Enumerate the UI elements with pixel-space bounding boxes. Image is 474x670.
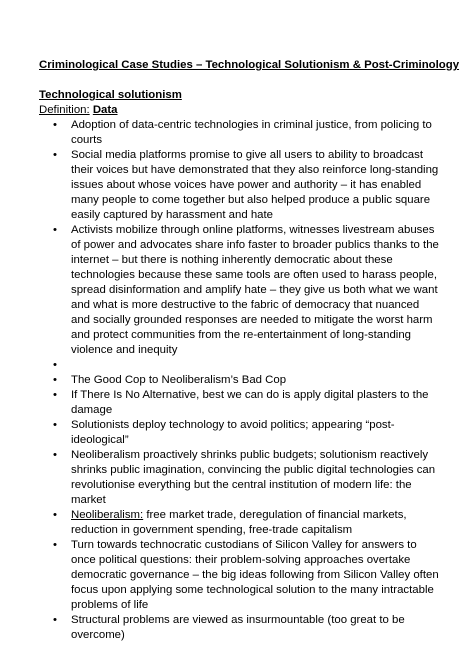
list-item	[39, 613, 439, 643]
list-item	[39, 358, 439, 373]
list-item	[39, 418, 439, 448]
bullet-icon: •	[53, 149, 57, 161]
bullet-icon: •	[53, 539, 57, 551]
bullet-icon: •	[53, 389, 57, 401]
definition-line	[39, 103, 439, 118]
bullet-icon: •	[53, 224, 57, 236]
bullet-text: If There Is No Alternative, best we can do is apply digital plasters to the damage	[71, 389, 429, 416]
bullet-text: Structural problems are viewed as insurmountable (too great to be overcome)	[71, 614, 405, 641]
list-item	[39, 148, 439, 223]
bullet-icon: •	[53, 614, 57, 626]
list-item	[39, 118, 439, 148]
document-title: Criminological Case Studies – Technological Solutionism & Post-Criminology	[39, 59, 460, 71]
blank-line	[39, 73, 439, 88]
list-item	[39, 448, 439, 508]
section-heading: Technological solutionism	[39, 89, 182, 101]
bullet-text: Turn towards technocratic custodians of Silicon Valley for answers to once political questions: their problem-solving approaches overtake democratic governance – the big ideas following from Silicon Valley often focus upon applying some technological solution to the many intractable problems of life	[71, 539, 439, 611]
bullet-icon: •	[53, 419, 57, 431]
list-item	[39, 508, 439, 538]
bullet-term: Neoliberalism:	[71, 509, 144, 521]
list-item	[39, 538, 439, 613]
bullet-icon: •	[53, 509, 57, 521]
bullet-text: free market trade, deregulation of financial markets, reduction in government spending, free-trade capitalism	[71, 509, 407, 536]
bullet-icon: •	[53, 374, 57, 386]
list-item	[39, 373, 439, 388]
list-item	[39, 388, 439, 418]
definition-label: Definition:	[39, 104, 90, 116]
bullet-text: Solutionists deploy technology to avoid politics; appearing “post-ideological”	[71, 419, 395, 446]
bullet-text: Neoliberalism proactively shrinks public budgets; solutionism reactively shrinks public imagination, convincing the public digital technologies can revolutionise everything but the central institution of modern life: the market	[71, 449, 436, 506]
bullet-list	[39, 118, 439, 643]
bullet-icon: •	[53, 449, 57, 461]
bullet-text: The Good Cop to Neoliberalism’s Bad Cop	[71, 374, 287, 386]
bullet-text: Activists mobilize through online platforms, witnesses livestream abuses of power and advocates share info faster to broader publics thanks to the internet – but there is nothing inherently democratic about these technologies because these same tools are often used to harass people, spread disinformation and amplify hate – they give us both what we want and what is more destructive to the fabric of democracy that nuanced and socially grounded responses are needed to mitigate the worst harm and protect communities from the re-entertainment of long-standing violence and inequity	[71, 224, 439, 356]
bullet-text: Social media platforms promise to give all users to ability to broadcast their voices but have demonstrated that they also reinforce long-standing issues about whose voices have power and authority – it has enabled many people to come together but also helped produce a public square easily captured by harassment and hate	[71, 149, 439, 221]
list-item	[39, 223, 439, 358]
definition-value: Data	[92, 104, 118, 116]
document-page	[39, 58, 460, 643]
bullet-icon: •	[53, 119, 57, 131]
bullet-text: Adoption of data-centric technologies in criminal justice, from policing to courts	[71, 119, 432, 146]
bullet-icon: •	[53, 359, 57, 371]
